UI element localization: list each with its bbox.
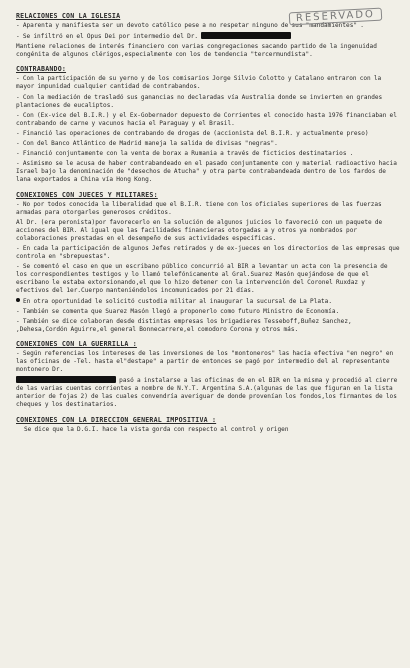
- paragraph: - Financió conjuntamente con la venta de borax a Rumania a través de ficticios destinatarios .: [16, 150, 354, 158]
- paragraph: Mantiene relaciones de interés financiero con varias congregaciones sacando partido de la ingenuidad congénita de algunos clérigos,especialmente con los de tendencia "tercermundista".: [16, 43, 377, 59]
- redaction-block: [16, 376, 116, 383]
- paragraph: - Con la participación de su yerno y de los comisarios Jorge Silvio Colotto y Catalano entraron con la mayor impunidad cualquier cantidad de contrabandos.: [16, 75, 382, 91]
- section-heading: CONEXIONES CON LA DIRECCION GENERAL IMPOSITIVA :: [16, 415, 217, 424]
- paragraph: - Con la mediación de trasladó sus ganancias no declaradas vía Australia donde se invierten en grandes plantaciones de eucaliptos.: [16, 93, 383, 109]
- paragraph: - Asimismo se le acusa de haber contrabandeado en el pasado conjuntamente con y material radioactivo hacia Israel bajo la denominación de "desechos de Atucha" y otra parte contrabandeada dentro de los fardos de lana exportados a China vía Hong Kong.: [16, 160, 397, 184]
- section-heading: CONTRABANDO:: [16, 65, 67, 74]
- paragraph: - Se infiltró en el Opus Dei por intermedio del Dr.: [16, 32, 400, 41]
- paragraph: - No por todos conocida la liberalidad que el B.I.R. tiene con los oficiales superiores de las fuerzas armadas para otorgarles generosos créditos.: [16, 200, 382, 216]
- paragraph: En otra oportunidad le solicitó custodia militar al inaugurar la sucursal de La Plata.: [16, 298, 400, 306]
- section-dgi: [16, 416, 400, 434]
- paragraph: - Aparenta y manifiesta ser un devoto católico pese a no respetar ninguno de sus "mandamientes" .: [16, 22, 364, 29]
- paragraph: - Con del Banco Atlántico de Madrid maneja la salida de divisas "negras".: [16, 140, 278, 148]
- paragraph: - En cada la participación de algunos Jefes retirados y de ex-jueces en los directorios de las empresas que controla en "sbrepuestas".: [16, 244, 400, 261]
- paragraph: - Con (Ex-vice del B.I.R.) y el Ex-Gobernador depuesto de Corrientes el conocido hasta 1976 financiaban el contrabando de carne y vacunos hacia el Paraguay y el Brasil.: [16, 111, 397, 127]
- paragraph: Se dice que la D.G.I. hace la vista gorda con respecto al control y origen: [24, 425, 289, 433]
- bullet-mark: [16, 298, 20, 302]
- section-heading: CONEXIONES CON JUECES Y MILITARES:: [16, 190, 158, 199]
- paragraph: Al Dr. (era peronista)por favorecerlo en la solución de algunos juicios lo favoreció con un paquete de acciones del BIR. Al igual que las facilidades financieras otorgadas a y otros ya nombrados por colaboraciones prestadas en el desempeño de sus actividades específicas.: [16, 218, 383, 242]
- paragraph: - También se comenta que Suarez Masón llegó a proponerlo como futuro Ministro de Economía.: [16, 307, 340, 315]
- section-jueces-militares: [16, 191, 400, 334]
- paragraph: - Según referencias los intereses de las inversiones de los "montoneros" las hacía efectiva "en negro" en las oficinas de -Tel. hasta el"destape" a partir de entonces se pagó por intermedio del al representante montonero Dr.: [16, 349, 394, 374]
- redaction-block: [201, 32, 291, 39]
- paragraph: - También se dice colaboran desde distintas empresas los brigadieres Tesseboff,Buñez Sanchez, ,Dehesa,Cordón Aguirre,el general Bonnecarrere,el comodoro Corona y otros más.: [16, 317, 352, 333]
- paragraph: - Se comentó el caso en que un escribano público concurrió al BIR a levantar un acta con la presencia de los correspondientes testigos y lo llamó telefónicamente al Gral.Suarez Masón quejándose de que el escribano le estaba extorsionando,el que lo hizo detener con la intervención del Coronel Ruxdaz y efectivos del 1er.Cuerpo manteniéndolos incomunicados por 21 días.: [16, 263, 388, 295]
- reserved-stamp: RESERVADO: [289, 8, 383, 26]
- section-guerrilla: [16, 340, 400, 410]
- section-heading: RELACIONES CON LA IGLESIA: [16, 12, 121, 20]
- section-heading: CONEXIONES CON LA GUERRILLA :: [16, 339, 137, 348]
- paragraph: pasó a instalarse a las oficinas de en el BIR en la misma y procedió al cierre de las varias cuentas corrientes a nombre de N.Y.T. Argentina S.A.(algunas de las que figuran en la lista anterior de fojas 2) de las cuales convendría averiguar de donde provenían los fondos,los firmantes de los cheques y los destinatarios.: [16, 377, 398, 409]
- section-contrabando: [16, 65, 400, 184]
- paragraph: - Financió las operaciones de contrabando de drogas de (accionista del B.I.R. y actualmente preso): [16, 129, 369, 137]
